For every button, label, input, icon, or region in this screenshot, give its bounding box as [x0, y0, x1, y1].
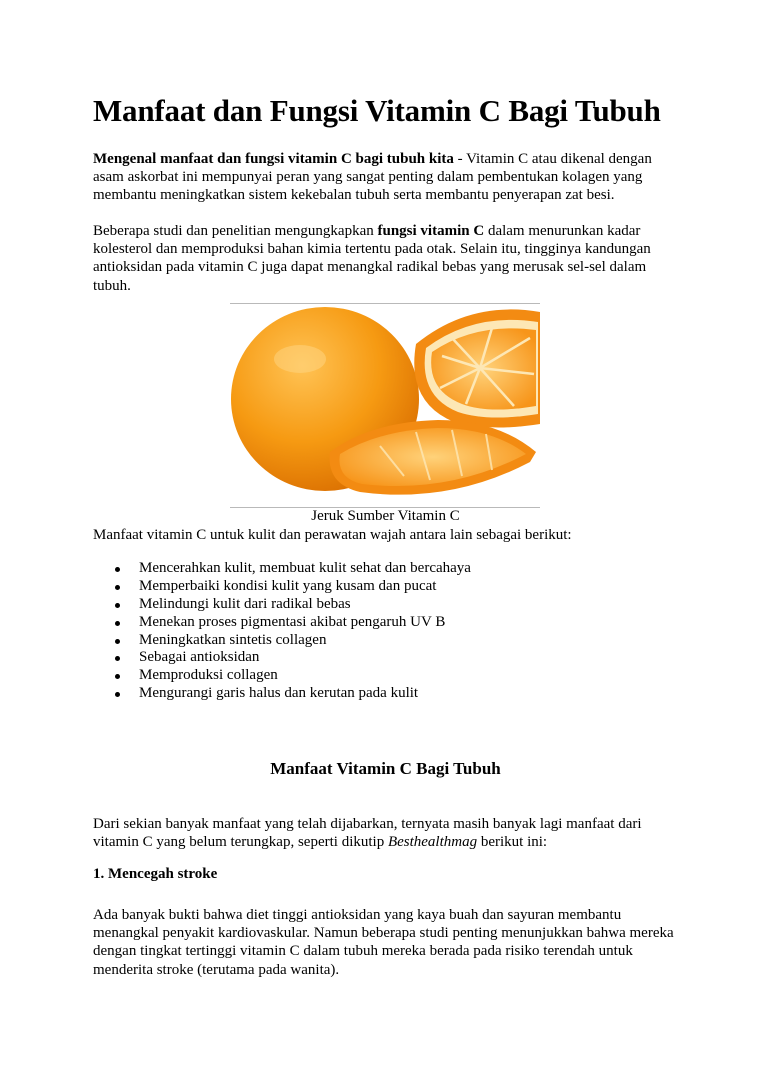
bullet-icon [115, 603, 120, 608]
orange-image [230, 303, 540, 508]
bullet-icon [115, 567, 120, 572]
list-item-text: Menekan proses pigmentasi akibat pengaruh UV B [139, 613, 446, 630]
section-text-after: berikut ini: [477, 834, 548, 851]
skin-benefits-intro: Manfaat vitamin C untuk kulit dan perawatan wajah antara lain sebagai berikut: [93, 527, 572, 543]
intro-bold-lead: Mengenal manfaat dan fungsi vitamin C bagi tubuh kita [93, 151, 454, 167]
point-paragraph: Ada banyak bukti bahwa diet tinggi antioksidan yang kaya buah dan sayuran membantu menangkal penyakit kardiovaskular. Namun beberapa studi penting menunjukkan bahwa mereka dengan tingkat tertinggi vitamin C dalam tubuh mereka berada pada risiko terendah untuk menderita stroke (terutama pada wanita). [93, 907, 674, 978]
bullet-icon [115, 621, 120, 626]
oranges-illustration [230, 304, 540, 507]
list-item-text: Meningkatkan sintetis collagen [139, 631, 327, 648]
figure-caption: Jeruk Sumber Vitamin C [311, 508, 460, 524]
list-item [93, 649, 471, 667]
bullet-icon [115, 639, 120, 644]
list-item [93, 560, 471, 578]
study-bold-term: fungsi vitamin C [377, 223, 485, 239]
section-text-before: Dari sekian banyak manfaat yang telah dijabarkan, ternyata masih banyak lagi manfaat dari vitamin C yang belum terungkap, seperti dikutip [93, 816, 642, 851]
section-heading: Manfaat Vitamin C Bagi Tubuh [270, 759, 501, 778]
list-item-text: Memproduksi collagen [139, 667, 278, 684]
list-item-text: Melindungi kulit dari radikal bebas [139, 595, 351, 612]
list-item-text: Sebagai antioksidan [139, 649, 260, 666]
skin-benefits-list [93, 560, 471, 703]
list-item [93, 667, 471, 685]
list-item-text: Mengurangi garis halus dan kerutan pada kulit [139, 685, 419, 702]
orange-half [414, 309, 540, 427]
list-item-text: Memperbaiki kondisi kulit yang kusam dan pucat [139, 577, 437, 594]
study-text-before: Beberapa studi dan penelitian mengungkapkan [93, 223, 378, 239]
list-item-text: Mencerahkan kulit, membuat kulit sehat dan bercahaya [139, 560, 471, 576]
study-text-after: dalam menurunkan kadar kolesterol dan memproduksi bahan kimia tertentu pada otak. Selain itu, tingginya kandungan antioksidan pada vitamin C juga dapat menangkal radikal bebas yang merusak sel-sel dalam tubuh. [93, 223, 651, 294]
point-heading: 1. Mencegah stroke [93, 866, 218, 882]
bullet-icon [115, 656, 120, 661]
bullet-icon [115, 674, 120, 679]
section-paragraph [93, 815, 683, 851]
list-item [93, 578, 471, 596]
intro-paragraph [93, 150, 683, 205]
study-paragraph [93, 222, 683, 295]
bullet-icon [115, 585, 120, 590]
page-title: Manfaat dan Fungsi Vitamin C Bagi Tubuh [93, 93, 661, 128]
source-name: Besthealthmag [387, 834, 478, 851]
intro-text: - Vitamin C atau dikenal dengan asam askorbat ini mempunyai peran yang sangat penting dalam pembentukan kolagen yang membantu meningkatkan sistem kekebalan tubuh serta membantu penyerapan zat besi. [93, 151, 652, 204]
bullet-icon [115, 692, 120, 697]
list-item [93, 685, 471, 703]
list-item [93, 632, 471, 650]
list-item [93, 596, 471, 614]
list-item [93, 614, 471, 632]
